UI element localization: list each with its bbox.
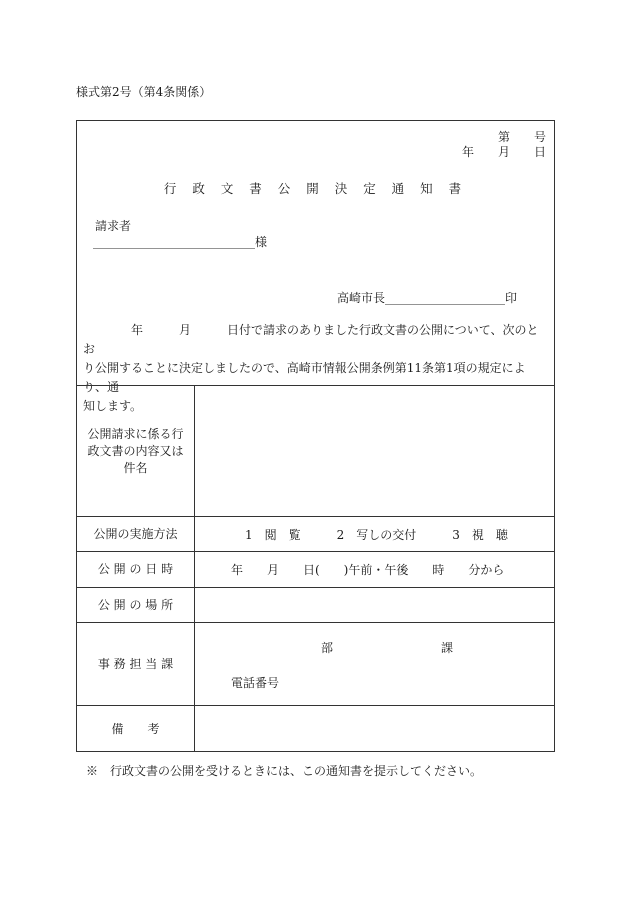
remarks-field: [195, 706, 554, 752]
phone-label: 電話番号: [231, 676, 280, 690]
place-label: 公 開 の 場 所: [77, 588, 195, 622]
row-subject: [77, 385, 554, 516]
form-title: 行 政 文 書 公 開 決 定 通 知 書: [163, 181, 468, 196]
subject-label: 公開請求に係る行政文書の内容又は件名: [77, 386, 195, 516]
notice-form: [76, 120, 555, 752]
department-division: 部 課: [321, 641, 454, 655]
document-number: 第 号: [497, 130, 546, 144]
row-department: [77, 622, 554, 705]
method-options: 1 閲 覧 2 写しの交付 3 視 聴: [245, 527, 508, 542]
body-line-1: 年 月 日付で請求のありました行政文書の公開について、次のとお: [83, 323, 539, 356]
department-label: 事 務 担 当 課: [77, 623, 195, 705]
requester-name-line: ___________________________様: [93, 235, 268, 249]
footnote: ※ 行政文書の公開を受けるときには、この通知書を提示してください。: [86, 764, 483, 778]
row-remarks: [77, 705, 554, 752]
datetime-field: 年 月 日( )午前・午後 時 分から: [231, 563, 505, 577]
method-label: 公開の実施方法: [77, 517, 195, 551]
place-field: [195, 588, 554, 622]
row-place: [77, 587, 554, 622]
form-id: 様式第2号（第4条関係）: [76, 85, 212, 99]
row-datetime: [77, 551, 554, 587]
document-date: 年 月 日: [461, 145, 546, 159]
subject-field: [195, 386, 554, 516]
body-line-3: 知します。: [83, 399, 143, 413]
row-method: [77, 516, 554, 551]
datetime-label: 公 開 の 日 時: [77, 552, 195, 587]
requester-label: 請求者: [95, 219, 132, 233]
body-line-2: り公開することに決定しましたので、高崎市情報公開条例第11条第1項の規定により、通: [83, 361, 526, 394]
remarks-label: 備 考: [77, 706, 195, 752]
mayor-signature-line: 高崎市長____________________印: [337, 291, 518, 305]
department-field: [195, 623, 554, 705]
